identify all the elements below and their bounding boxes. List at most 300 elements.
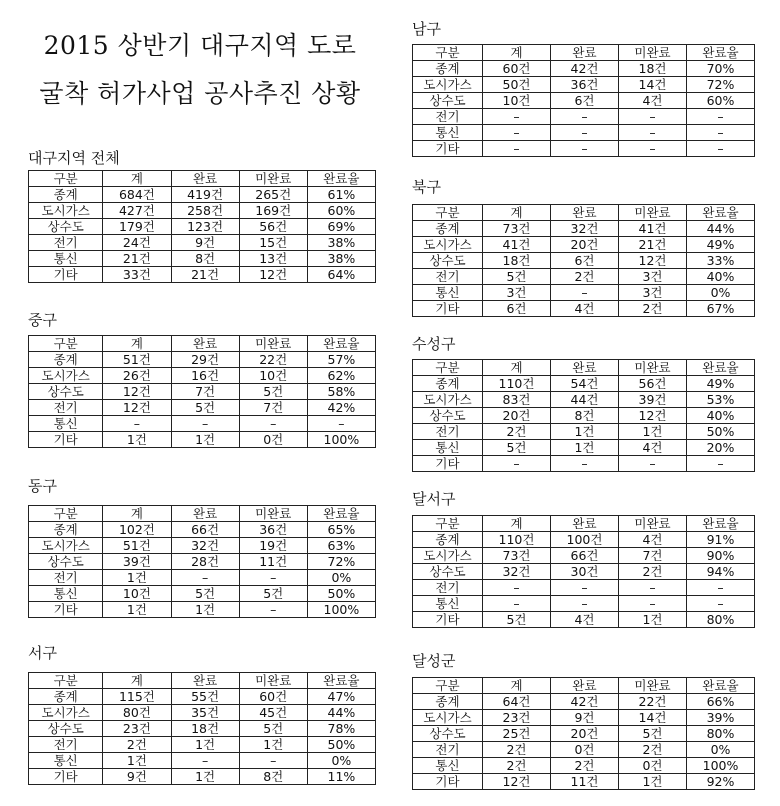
table-cell: 40%: [687, 408, 755, 424]
table-cell: –: [483, 141, 551, 157]
column-header: 계: [483, 678, 551, 694]
table-cell: 2건: [483, 758, 551, 774]
column-header: 계: [103, 673, 171, 689]
table-cell: 44건: [551, 392, 619, 408]
column-header: 완료: [171, 506, 239, 522]
stats-table: [412, 359, 755, 472]
table-cell: 72%: [687, 77, 755, 93]
table-cell: 8건: [171, 251, 239, 267]
section-title: 서구: [28, 644, 57, 662]
table-cell: 11%: [307, 769, 375, 785]
section-title: 북구: [412, 178, 441, 196]
table-cell: –: [687, 596, 755, 612]
table-cell: –: [687, 125, 755, 141]
row-label: 기타: [29, 602, 103, 618]
table-row: [413, 221, 755, 237]
column-header: 구분: [29, 506, 103, 522]
table-row: [413, 532, 755, 548]
table-header-row: [29, 336, 376, 352]
table-cell: 5건: [619, 726, 687, 742]
table-cell: 3건: [483, 285, 551, 301]
table-row: [29, 352, 376, 368]
column-header: 완료: [551, 360, 619, 376]
table-cell: 110건: [483, 376, 551, 392]
table-cell: 1건: [551, 424, 619, 440]
table-cell: 0%: [687, 742, 755, 758]
table-cell: 5건: [483, 269, 551, 285]
table-cell: 32건: [171, 538, 239, 554]
table-cell: 5건: [239, 721, 307, 737]
table-cell: 47%: [307, 689, 375, 705]
table-cell: 94%: [687, 564, 755, 580]
table-cell: –: [687, 580, 755, 596]
table-cell: 24건: [103, 235, 171, 251]
table-header-row: [29, 673, 376, 689]
table-cell: 1건: [103, 432, 171, 448]
table-row: [29, 602, 376, 618]
table-cell: 8건: [551, 408, 619, 424]
row-label: 상수도: [413, 93, 483, 109]
row-label: 통신: [29, 753, 103, 769]
row-label: 종계: [29, 352, 103, 368]
table-cell: 7건: [619, 548, 687, 564]
table-cell: –: [483, 456, 551, 472]
table-cell: 53%: [687, 392, 755, 408]
table-cell: 72%: [307, 554, 375, 570]
table-cell: 66건: [171, 522, 239, 538]
column-header: 완료율: [687, 678, 755, 694]
table-header-row: [413, 45, 755, 61]
table-cell: 20건: [551, 237, 619, 253]
table-cell: 2건: [619, 742, 687, 758]
table-row: [413, 237, 755, 253]
row-label: 상수도: [29, 554, 103, 570]
column-header: 완료: [551, 45, 619, 61]
table-cell: 12건: [103, 400, 171, 416]
table-row: [29, 538, 376, 554]
row-label: 종계: [413, 376, 483, 392]
column-header: 구분: [413, 45, 483, 61]
table-cell: 427건: [103, 203, 171, 219]
table-cell: –: [687, 456, 755, 472]
table-row: [413, 726, 755, 742]
column-header: 완료율: [307, 171, 375, 187]
table-cell: 14건: [619, 710, 687, 726]
row-label: 상수도: [29, 384, 103, 400]
table-header-row: [413, 360, 755, 376]
table-cell: 4건: [551, 612, 619, 628]
table-cell: 0건: [239, 432, 307, 448]
table-cell: 44%: [687, 221, 755, 237]
section-title: 수성구: [412, 335, 456, 353]
table-header-row: [413, 678, 755, 694]
table-cell: 92%: [687, 774, 755, 790]
table-cell: 14건: [619, 77, 687, 93]
stats-table: [28, 505, 376, 618]
column-header: 완료: [551, 205, 619, 221]
column-header: 미완료: [239, 506, 307, 522]
table-cell: –: [551, 285, 619, 301]
table-cell: 36건: [239, 522, 307, 538]
column-header: 구분: [29, 336, 103, 352]
stats-table: [28, 170, 376, 283]
section-title: 동구: [28, 477, 57, 495]
table-cell: 63%: [307, 538, 375, 554]
table-cell: 10건: [483, 93, 551, 109]
stats-table: [28, 335, 376, 448]
table-cell: 2건: [619, 564, 687, 580]
table-cell: 100%: [307, 432, 375, 448]
row-label: 전기: [29, 570, 103, 586]
table-cell: 38%: [307, 235, 375, 251]
table-cell: 6건: [483, 301, 551, 317]
table-cell: 179건: [103, 219, 171, 235]
table-cell: 41건: [483, 237, 551, 253]
column-header: 구분: [413, 205, 483, 221]
table-cell: 30건: [551, 564, 619, 580]
table-cell: 54건: [551, 376, 619, 392]
table-cell: 2건: [619, 301, 687, 317]
table-cell: –: [171, 416, 239, 432]
table-cell: 1건: [619, 774, 687, 790]
table-cell: 90%: [687, 548, 755, 564]
table-cell: 18건: [171, 721, 239, 737]
table-row: [413, 109, 755, 125]
table-cell: 0건: [551, 742, 619, 758]
table-cell: 265건: [239, 187, 307, 203]
table-cell: –: [551, 580, 619, 596]
row-label: 통신: [29, 586, 103, 602]
table-cell: 51건: [103, 538, 171, 554]
table-row: [413, 408, 755, 424]
table-cell: –: [307, 416, 375, 432]
title-line-1: 2015 상반기 대구지역 도로: [43, 31, 357, 60]
table-row: [413, 742, 755, 758]
column-header: 완료율: [687, 45, 755, 61]
table-row: [29, 187, 376, 203]
table-cell: –: [483, 109, 551, 125]
table-row: [29, 384, 376, 400]
column-header: 미완료: [239, 171, 307, 187]
row-label: 기타: [413, 612, 483, 628]
table-header-row: [413, 516, 755, 532]
table-cell: 20건: [551, 726, 619, 742]
table-cell: 5건: [483, 440, 551, 456]
section-title: 중구: [28, 311, 57, 329]
table-row: [413, 612, 755, 628]
row-label: 기타: [413, 774, 483, 790]
column-header: 계: [483, 516, 551, 532]
row-label: 도시가스: [29, 203, 103, 219]
table-cell: 65%: [307, 522, 375, 538]
row-label: 기타: [413, 141, 483, 157]
table-cell: –: [171, 570, 239, 586]
table-cell: 9건: [103, 769, 171, 785]
table-cell: –: [687, 141, 755, 157]
table-cell: 23건: [483, 710, 551, 726]
table-row: [29, 522, 376, 538]
row-label: 통신: [413, 440, 483, 456]
table-cell: 41건: [619, 221, 687, 237]
table-cell: 5건: [483, 612, 551, 628]
table-cell: –: [483, 596, 551, 612]
table-cell: 73건: [483, 548, 551, 564]
table-cell: 7건: [171, 384, 239, 400]
row-label: 기타: [29, 432, 103, 448]
table-cell: 23건: [103, 721, 171, 737]
table-cell: –: [619, 580, 687, 596]
table-row: [413, 93, 755, 109]
table-cell: 419건: [171, 187, 239, 203]
table-row: [29, 267, 376, 283]
table-cell: 50%: [687, 424, 755, 440]
table-cell: 12건: [103, 384, 171, 400]
table-cell: 21건: [619, 237, 687, 253]
table-cell: 11건: [551, 774, 619, 790]
table-row: [29, 705, 376, 721]
table-cell: 5건: [171, 400, 239, 416]
table-cell: 42건: [551, 694, 619, 710]
table-cell: 13건: [239, 251, 307, 267]
table-cell: 32건: [483, 564, 551, 580]
table-row: [29, 251, 376, 267]
row-label: 전기: [29, 737, 103, 753]
table-row: [413, 376, 755, 392]
table-row: [413, 253, 755, 269]
table-cell: 12건: [619, 253, 687, 269]
column-header: 미완료: [619, 678, 687, 694]
table-cell: 42%: [307, 400, 375, 416]
table-cell: 80건: [103, 705, 171, 721]
row-label: 상수도: [413, 408, 483, 424]
table-cell: 60%: [687, 93, 755, 109]
table-row: [413, 77, 755, 93]
table-header-row: [413, 205, 755, 221]
row-label: 전기: [29, 400, 103, 416]
column-header: 구분: [413, 360, 483, 376]
row-label: 도시가스: [413, 77, 483, 93]
table-cell: 1건: [171, 432, 239, 448]
column-header: 완료: [171, 336, 239, 352]
table-cell: 1건: [171, 602, 239, 618]
table-cell: 4건: [619, 532, 687, 548]
table-cell: 5건: [171, 586, 239, 602]
column-header: 미완료: [619, 45, 687, 61]
table-cell: –: [619, 596, 687, 612]
table-cell: 60건: [239, 689, 307, 705]
row-label: 통신: [29, 251, 103, 267]
table-cell: 44%: [307, 705, 375, 721]
table-cell: 100건: [551, 532, 619, 548]
column-header: 미완료: [619, 516, 687, 532]
table-cell: 110건: [483, 532, 551, 548]
table-row: [29, 721, 376, 737]
table-cell: 9건: [551, 710, 619, 726]
row-label: 도시가스: [29, 368, 103, 384]
table-row: [413, 564, 755, 580]
table-cell: 60건: [483, 61, 551, 77]
table-cell: 15건: [239, 235, 307, 251]
document-title: [20, 22, 380, 118]
table-cell: 100%: [687, 758, 755, 774]
row-label: 통신: [413, 596, 483, 612]
table-cell: 5건: [239, 384, 307, 400]
row-label: 종계: [29, 187, 103, 203]
table-row: [413, 424, 755, 440]
table-cell: –: [619, 125, 687, 141]
table-cell: 8건: [239, 769, 307, 785]
table-cell: –: [103, 416, 171, 432]
row-label: 전기: [29, 235, 103, 251]
row-label: 도시가스: [413, 710, 483, 726]
row-label: 도시가스: [413, 237, 483, 253]
table-cell: –: [619, 141, 687, 157]
table-header-row: [29, 506, 376, 522]
table-cell: 115건: [103, 689, 171, 705]
column-header: 계: [103, 171, 171, 187]
table-cell: 21건: [103, 251, 171, 267]
row-label: 도시가스: [413, 392, 483, 408]
table-cell: 1건: [619, 424, 687, 440]
table-cell: 83건: [483, 392, 551, 408]
row-label: 상수도: [413, 564, 483, 580]
table-cell: 258건: [171, 203, 239, 219]
column-header: 계: [483, 45, 551, 61]
table-cell: –: [619, 456, 687, 472]
row-label: 전기: [413, 580, 483, 596]
row-label: 전기: [413, 269, 483, 285]
table-cell: 45건: [239, 705, 307, 721]
column-header: 구분: [29, 171, 103, 187]
table-row: [413, 269, 755, 285]
column-header: 계: [483, 205, 551, 221]
table-row: [413, 774, 755, 790]
table-cell: 25건: [483, 726, 551, 742]
table-cell: –: [551, 596, 619, 612]
table-cell: 16건: [171, 368, 239, 384]
table-cell: 6건: [551, 93, 619, 109]
table-cell: 33%: [687, 253, 755, 269]
table-cell: 35건: [171, 705, 239, 721]
table-cell: 73건: [483, 221, 551, 237]
row-label: 상수도: [29, 721, 103, 737]
column-header: 미완료: [239, 673, 307, 689]
row-label: 통신: [413, 285, 483, 301]
table-cell: 29건: [171, 352, 239, 368]
table-cell: –: [551, 109, 619, 125]
row-label: 도시가스: [29, 705, 103, 721]
column-header: 완료율: [687, 205, 755, 221]
table-cell: 9건: [171, 235, 239, 251]
table-cell: –: [483, 125, 551, 141]
stats-table: [412, 204, 755, 317]
table-cell: 61%: [307, 187, 375, 203]
table-row: [29, 416, 376, 432]
table-cell: 7건: [239, 400, 307, 416]
table-cell: 66건: [551, 548, 619, 564]
table-cell: 11건: [239, 554, 307, 570]
table-cell: 38%: [307, 251, 375, 267]
table-cell: 39%: [687, 710, 755, 726]
table-row: [29, 737, 376, 753]
table-row: [413, 580, 755, 596]
column-header: 완료: [551, 516, 619, 532]
table-cell: 39건: [103, 554, 171, 570]
table-cell: 100%: [307, 602, 375, 618]
table-row: [413, 285, 755, 301]
row-label: 종계: [413, 221, 483, 237]
table-cell: 1건: [551, 440, 619, 456]
table-row: [413, 596, 755, 612]
table-row: [29, 368, 376, 384]
table-cell: 10건: [103, 586, 171, 602]
table-cell: 2건: [103, 737, 171, 753]
column-header: 완료율: [687, 360, 755, 376]
table-cell: 18건: [483, 253, 551, 269]
table-cell: 58%: [307, 384, 375, 400]
table-row: [29, 203, 376, 219]
table-cell: 12건: [239, 267, 307, 283]
table-cell: 0%: [307, 753, 375, 769]
stats-table: [412, 677, 755, 790]
table-cell: 0%: [307, 570, 375, 586]
table-cell: 18건: [619, 61, 687, 77]
row-label: 종계: [29, 522, 103, 538]
table-cell: 32건: [551, 221, 619, 237]
row-label: 도시가스: [29, 538, 103, 554]
table-row: [413, 456, 755, 472]
table-cell: 4건: [619, 93, 687, 109]
table-row: [413, 548, 755, 564]
table-cell: 5건: [239, 586, 307, 602]
table-row: [413, 301, 755, 317]
table-cell: 64%: [307, 267, 375, 283]
table-cell: 56건: [239, 219, 307, 235]
column-header: 완료율: [307, 336, 375, 352]
column-header: 미완료: [239, 336, 307, 352]
table-cell: 2건: [551, 758, 619, 774]
table-cell: 4건: [619, 440, 687, 456]
table-cell: 684건: [103, 187, 171, 203]
row-label: 통신: [413, 125, 483, 141]
table-cell: –: [551, 456, 619, 472]
table-cell: 4건: [551, 301, 619, 317]
row-label: 기타: [413, 301, 483, 317]
column-header: 구분: [413, 516, 483, 532]
row-label: 기타: [29, 769, 103, 785]
column-header: 계: [103, 336, 171, 352]
column-header: 완료: [171, 171, 239, 187]
table-cell: 56건: [619, 376, 687, 392]
table-cell: 19건: [239, 538, 307, 554]
table-cell: 91%: [687, 532, 755, 548]
column-header: 완료율: [307, 673, 375, 689]
table-cell: 20%: [687, 440, 755, 456]
table-cell: 66%: [687, 694, 755, 710]
table-cell: 70%: [687, 61, 755, 77]
table-cell: 39건: [619, 392, 687, 408]
table-cell: 21건: [171, 267, 239, 283]
table-cell: 22건: [619, 694, 687, 710]
table-cell: 80%: [687, 726, 755, 742]
table-cell: –: [551, 141, 619, 157]
table-row: [413, 141, 755, 157]
table-cell: 69%: [307, 219, 375, 235]
row-label: 도시가스: [413, 548, 483, 564]
table-cell: 49%: [687, 237, 755, 253]
table-cell: –: [239, 570, 307, 586]
table-cell: 50건: [483, 77, 551, 93]
